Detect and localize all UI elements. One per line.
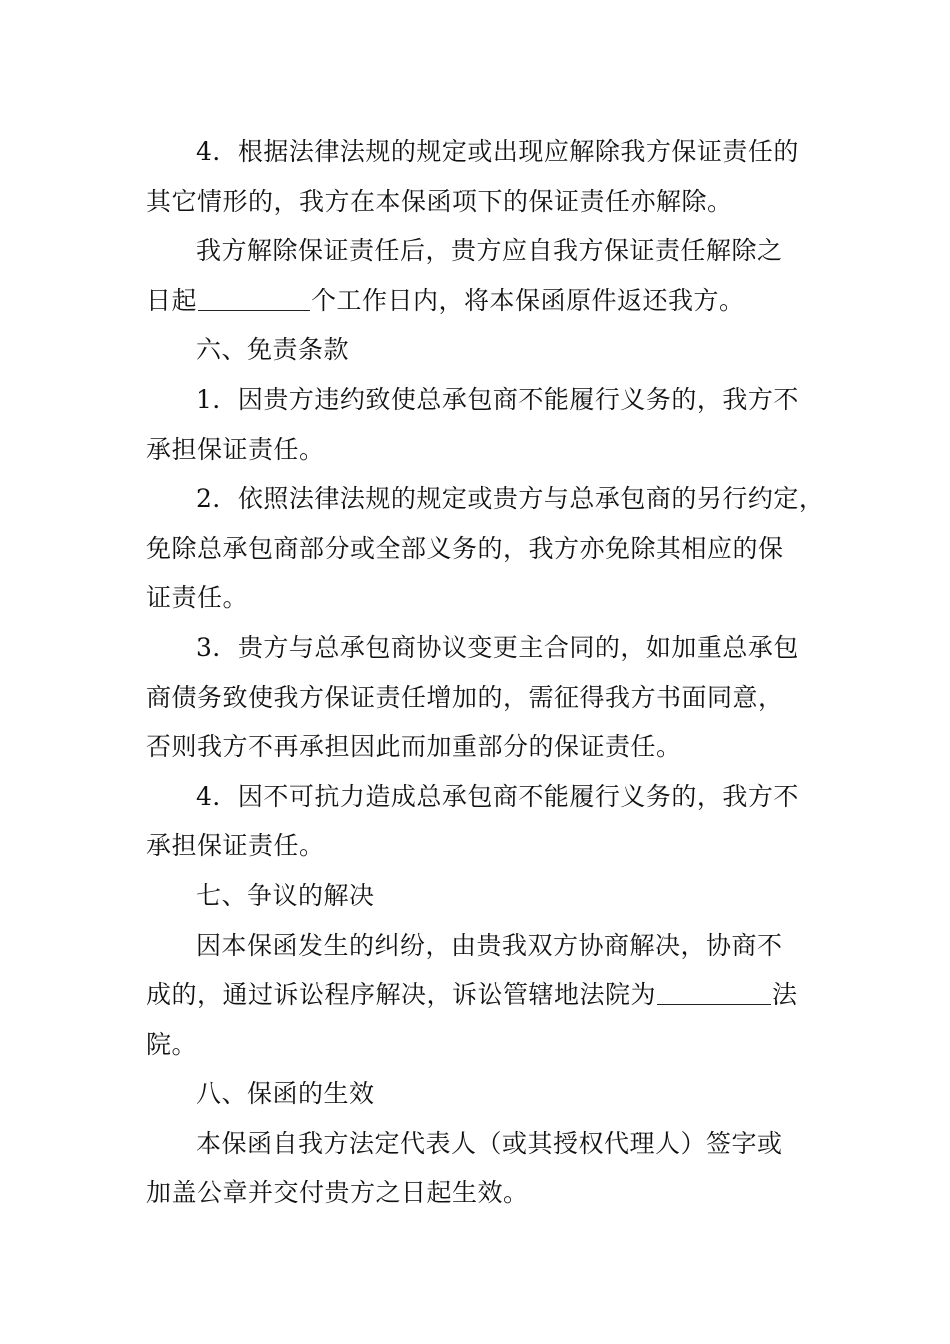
paragraph-line: 商债务致使我方保证责任增加的，需征得我方书面同意， bbox=[146, 682, 784, 712]
text-after-blank: 个工作日内，将本保函原件返还我方。 bbox=[311, 285, 745, 315]
exemption-item-1 bbox=[146, 375, 826, 474]
paragraph-line: 证责任。 bbox=[146, 583, 249, 613]
paragraph-line: 否则我方不再承担因此而加重部分的保证责任。 bbox=[146, 732, 682, 762]
fill-in-blank-court[interactable] bbox=[657, 978, 771, 1005]
paragraph-line: 承担保证责任。 bbox=[146, 434, 325, 464]
exemption-item-2 bbox=[146, 474, 826, 623]
paragraph-line: 4．因不可抗力造成总承包商不能履行义务的，我方不 bbox=[196, 781, 799, 811]
paragraph-line-with-blank bbox=[146, 276, 826, 326]
clause-return-original bbox=[146, 226, 826, 325]
section-heading-dispute: 七、争议的解决 bbox=[196, 880, 375, 910]
text-after-blank: 法 bbox=[772, 980, 798, 1010]
paragraph-line-with-blank bbox=[146, 970, 826, 1020]
document-body bbox=[146, 127, 826, 1218]
section-heading-exemption: 六、免责条款 bbox=[196, 335, 350, 365]
text-before-blank: 日起 bbox=[146, 285, 198, 315]
paragraph-line: 免除总承包商部分或全部义务的，我方亦免除其相应的保 bbox=[146, 533, 784, 563]
paragraph-line: 其它情形的，我方在本保函项下的保证责任亦解除。 bbox=[146, 186, 733, 216]
paragraph-line: 3．贵方与总承包商协议变更主合同的，如加重总承包 bbox=[196, 632, 799, 662]
section-heading-effectiveness: 八、保函的生效 bbox=[196, 1079, 375, 1109]
text-before-blank: 成的，通过诉讼程序解决，诉讼管辖地法院为 bbox=[146, 980, 657, 1010]
paragraph-line: 2．依照法律法规的规定或贵方与总承包商的另行约定， bbox=[196, 484, 825, 514]
paragraph-line: 院。 bbox=[146, 1029, 198, 1059]
paragraph-line: 本保函自我方法定代表人（或其授权代理人）签字或 bbox=[196, 1128, 783, 1158]
paragraph-line: 1．因贵方违约致使总承包商不能履行义务的，我方不 bbox=[196, 384, 799, 414]
paragraph-line: 因本保函发生的纠纷，由贵我双方协商解决，协商不 bbox=[196, 930, 783, 960]
paragraph-line: 加盖公章并交付贵方之日起生效。 bbox=[146, 1178, 529, 1208]
clause-effectiveness bbox=[146, 1119, 826, 1218]
clause-release-4 bbox=[146, 127, 826, 226]
paragraph-line: 承担保证责任。 bbox=[146, 831, 325, 861]
fill-in-blank-days[interactable] bbox=[198, 284, 310, 311]
exemption-item-4 bbox=[146, 772, 826, 871]
clause-dispute-resolution bbox=[146, 921, 826, 1070]
paragraph-line: 4．根据法律法规的规定或出现应解除我方保证责任的 bbox=[196, 137, 799, 166]
paragraph-line: 我方解除保证责任后，贵方应自我方保证责任解除之 bbox=[196, 236, 783, 266]
exemption-item-3 bbox=[146, 623, 826, 772]
